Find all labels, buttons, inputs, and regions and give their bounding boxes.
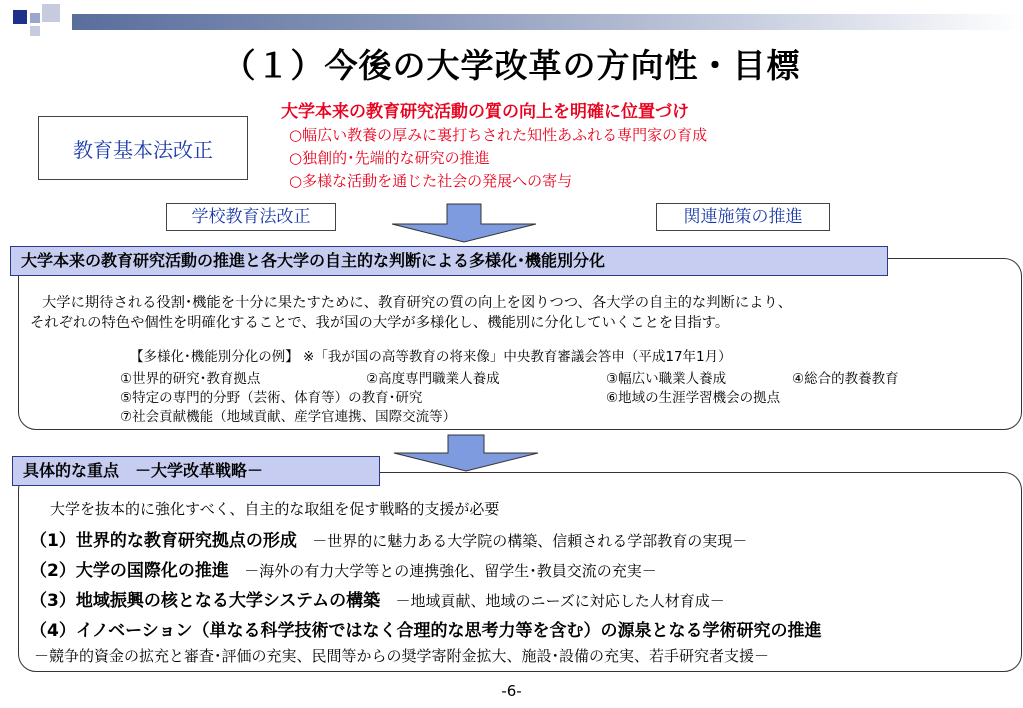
page-number: -6- (501, 682, 522, 700)
strategy-1 (30, 526, 747, 551)
section1-header-text: 大学本来の教育研究活動の推進と各大学の自主的な判断による多様化･機能別分化 (21, 251, 606, 270)
page-title: （１）今後の大学改革の方向性・目標 (222, 46, 801, 85)
section1-header (10, 246, 888, 276)
strategy-4-main: （4）イノベーション（単なる科学技術ではなく合理的な思考力等を含む）の源泉となる学術研究の推進 (30, 621, 822, 641)
kanren-shisaku-label: 関連施策の推進 (683, 207, 803, 227)
red-item-1: ○幅広い教養の厚みに裏打ちされた知性あふれる専門家の育成 (289, 126, 708, 144)
example-6: ⑥地域の生涯学習機会の拠点 (606, 390, 781, 406)
section1-line2: それぞれの特色や個性を明確化することで、我が国の大学が多様化し、機能別に分化していくことを目指す。 (30, 315, 730, 331)
section2-last-line: －競争的資金の拡充と審査･評価の充実、民間等からの奨学寄附金拡大、施設･設備の充実、若手研究者支援－ (34, 647, 770, 665)
red-item-3: ○多様な活動を通じた社会の発展への寄与 (289, 172, 573, 190)
example-5: ⑤特定の専門的分野（芸術、体育等）の教育･研究 (120, 390, 423, 406)
kyoiku-kihon-box (38, 116, 248, 180)
kyoiku-kihon-label: 教育基本法改正 (73, 137, 213, 162)
strategy-3 (30, 586, 725, 611)
example-7: ⑦社会貢献機能（地域貢献、産学官連携、国際交流等） (120, 409, 457, 425)
strategy-2-main: （2）大学の国際化の推進 (30, 561, 229, 581)
example-2: ②高度専門職業人養成 (366, 371, 500, 387)
section2-header (12, 456, 380, 486)
strategy-3-sub: －地域貢献、地域のニーズに対応した人材育成－ (395, 592, 725, 610)
strategy-1-main: （1）世界的な教育研究拠点の形成 (30, 531, 297, 551)
strategy-3-main: （3）地域振興の核となる大学システムの構築 (30, 591, 381, 611)
strategy-2 (30, 556, 657, 581)
red-heading: 大学本来の教育研究活動の質の向上を明確に位置づけ (281, 102, 689, 122)
gakko-kyoiku-box (166, 203, 336, 231)
section2-header-text: 具体的な重点 －大学改革戦略－ (23, 461, 264, 480)
gakko-kyoiku-label: 学校教育法改正 (191, 207, 311, 227)
strategy-4 (30, 616, 821, 641)
example-1: ①世界的研究･教育拠点 (120, 371, 261, 387)
kanren-shisaku-box (656, 203, 830, 231)
red-item-2: ○独創的･先端的な研究の推進 (289, 149, 490, 167)
strategy-1-sub: －世界的に魅力ある大学院の構築、信頼される学部教育の実現－ (312, 532, 748, 550)
examples-heading: 【多様化･機能別分化の例】 ※「我が国の高等教育の将来像」中央教育審議会答申（平成17年1月） (130, 349, 732, 365)
example-4: ④総合的教養教育 (792, 371, 899, 387)
section1-line1: 大学に期待される役割･機能を十分に果たすために、教育研究の質の向上を図りつつ、各大学の自主的な判断により、 (42, 295, 793, 311)
title-gradient-bar (72, 14, 1023, 30)
strategy-2-sub: －海外の有力大学等との連携強化、留学生･教員交流の充実－ (244, 562, 657, 580)
example-3: ③幅広い職業人養成 (606, 371, 727, 387)
down-arrow-1 (388, 202, 540, 244)
section2-intro: 大学を抜本的に強化すべく、自主的な取組を促す戦略的支援が必要 (50, 500, 500, 518)
down-arrow-2 (392, 433, 542, 473)
